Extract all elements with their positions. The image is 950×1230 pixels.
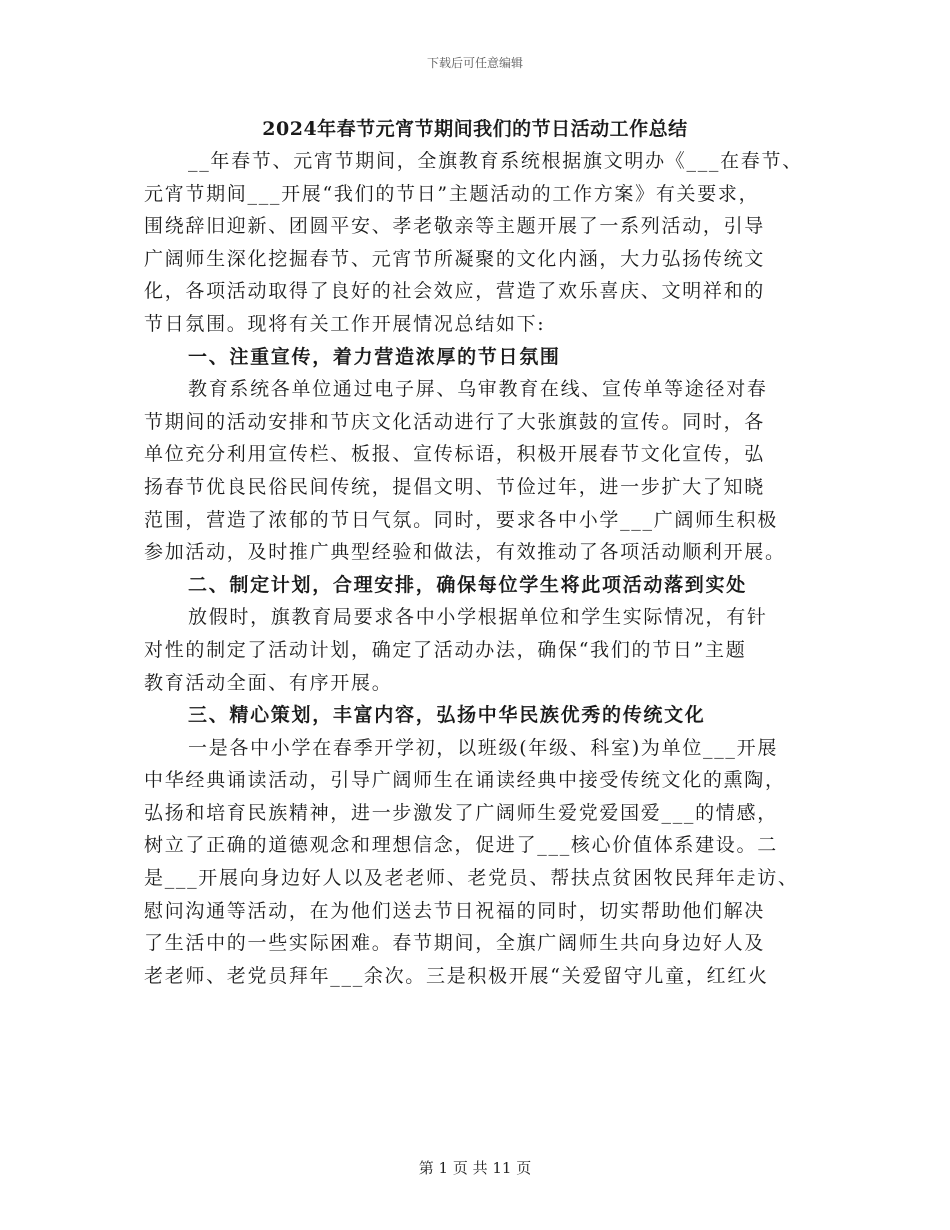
- document-body: [144, 145, 824, 992]
- paragraph-line: 围绕辞旧迎新、团圆平安、孝老敬亲等主题开展了一系列活动，引导: [144, 215, 766, 238]
- paragraph-line: 节日氛围。现将有关工作开展情况总结如下:: [144, 312, 546, 335]
- paragraph-line: 树立了正确的道德观念和理想信念，促进了___核心价值体系建设。二: [144, 834, 778, 857]
- paragraph-line: 老老师、老党员拜年___余次。三是积极开展“关爱留守儿童，红红火: [144, 964, 769, 987]
- paragraph-line: 弘扬和培育民族精神，进一步激发了广阔师生爱党爱国爱___的情感，: [144, 801, 778, 824]
- paragraph-line: 慰问沟通等活动，在为他们送去节日祝福的同时，切实帮助他们解决: [144, 899, 766, 922]
- paragraph-line: __年春节、元宵节期间，全旗教育系统根据旗文明办《___在春节、: [188, 150, 803, 172]
- section-heading: 一、注重宣传，着力营造浓厚的节日氛围: [188, 345, 561, 368]
- paragraph-line: 元宵节期间___开展“我们的节日”主题活动的工作方案》有关要求，: [144, 182, 760, 205]
- paragraph-line: 了生活中的一些实际困难。春节期间，全旗广阔师生共向身边好人及: [144, 932, 766, 955]
- paragraph-line: 范围，营造了浓郁的节日气氛。同时，要求各中小学___广阔师生积极: [144, 508, 778, 531]
- paragraph-line: 扬春节优良民俗民间传统，提倡文明、节俭过年，进一步扩大了知晓: [144, 475, 766, 498]
- paragraph-line: 中华经典诵读活动，引导广阔师生在诵读经典中接受传统文化的熏陶，: [144, 769, 786, 792]
- paragraph-line: 单位充分利用宣传栏、板报、宣传标语，积极开展春节文化宣传，弘: [144, 443, 766, 466]
- page-number: 第 1 页 共 11 页: [418, 1159, 532, 1177]
- paragraph-line: 教育系统各单位通过电子屏、乌审教育在线、宣传单等途径对春: [188, 378, 768, 401]
- paragraph-line: 教育活动全面、有序开展。: [144, 671, 393, 694]
- document-title: 2024年春节元宵节期间我们的节日活动工作总结: [262, 118, 688, 140]
- paragraph-line: 放假时，旗教育局要求各中小学根据单位和学生实际情况，有针: [188, 606, 768, 629]
- section-heading: 二、制定计划，合理安排，确保每位学生将此项活动落到实处: [188, 573, 747, 596]
- section-heading: 三、精心策划，丰富内容，弘扬中华民族优秀的传统文化: [188, 704, 706, 727]
- paragraph-line: 化，各项活动取得了良好的社会效应，营造了欢乐喜庆、文明祥和的: [144, 280, 766, 303]
- page-header-note: 下载后可任意编辑: [426, 56, 523, 70]
- paragraph-line: 是___开展向身边好人以及老老师、老党员、帮扶点贫困牧民拜年走访、: [144, 867, 799, 890]
- paragraph-line: 广阔师生深化挖掘春节、元宵节所凝聚的文化内涵，大力弘扬传统文: [144, 247, 766, 270]
- paragraph-line: 参加活动，及时推广典型经验和做法，有效推动了各项活动顺利开展。: [144, 541, 786, 564]
- paragraph-line: 对性的制定了活动计划，确定了活动办法，确保“我们的节日”主题: [144, 638, 747, 661]
- paragraph-line: 一是各中小学在春季开学初，以班级(年级、科室)为单位___开展: [188, 736, 779, 759]
- paragraph-line: 节期间的活动安排和节庆文化活动进行了大张旗鼓的宣传。同时，各: [144, 410, 766, 433]
